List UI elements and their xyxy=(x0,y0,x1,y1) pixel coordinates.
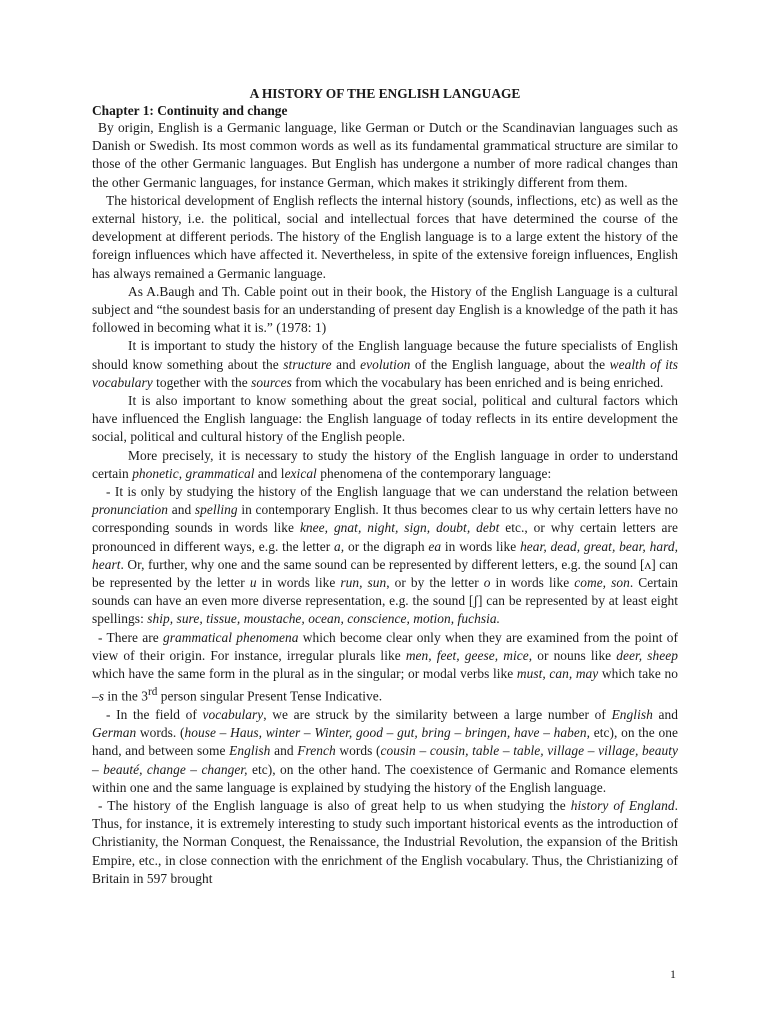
text-run: in words like xyxy=(441,538,521,554)
paragraph xyxy=(92,447,678,483)
italic-text: phonetic xyxy=(132,465,179,481)
text-run: . Thus, for instance, it is extremely interesting to study such important historical events as the introduction of Christianity, the Norman Conquest, the Renaissance, the Industrial Revolution, the expansion of the British Empire, etc., in close connection with the enrichment of the English vocabulary. Thus, the Christianizing of Britain in 597 brought xyxy=(92,797,678,886)
italic-text: u xyxy=(249,575,257,591)
italic-text: exical xyxy=(284,465,317,481)
text-run: It is important to study the history of the English language because the future specialists of English should know something about the xyxy=(92,338,678,372)
text-run: , or by the letter xyxy=(386,575,484,591)
italic-text: house – Haus, winter – Winter, good – gut, bring – bringen, have – haben, xyxy=(184,725,591,741)
text-run: . Certain sounds can have an even more diverse representation, e.g. the sound [ʃ] can be represented by at least eight spellings: xyxy=(92,575,679,627)
italic-text: must, can, may xyxy=(516,666,599,682)
text-run: which become clear only when they are examined from the point of view of their origin. For instance, irregular plurals like xyxy=(92,629,678,663)
italic-text: cousin – cousin, table – table, village – village, beauty – beauté, change – changer, xyxy=(92,743,678,777)
paragraph xyxy=(92,119,678,192)
paragraph xyxy=(92,192,678,283)
text-run: together with the xyxy=(152,374,252,390)
italic-text: ea xyxy=(428,538,442,554)
paragraph xyxy=(92,629,678,706)
italic-text: come, son xyxy=(574,575,630,591)
italic-text: grammatical xyxy=(185,465,255,481)
text-run: in contemporary English. It thus becomes clear to us why certain letters have no corresponding sounds in words like xyxy=(92,502,678,536)
italic-text: o xyxy=(483,575,491,591)
italic-text: grammatical phenomena xyxy=(163,629,299,645)
paragraph xyxy=(92,392,678,447)
text-run: . Or, further, why one and the same sound can be represented by different letters, e.g. the sound [ʌ] can be represented by the letter xyxy=(92,556,678,591)
paragraph xyxy=(92,706,678,797)
superscript-text: rd xyxy=(147,686,158,699)
italic-text: evolution xyxy=(360,356,411,372)
text-run: By origin, English is a Germanic language, like German or Dutch or the Scandinavian languages such as Danish or Swedish. Its most common words as well as its fundamental grammatical structure are similar to those of the other Germanic languages. But English has undergone a number of more radical changes than the other Germanic languages, for instance German, which makes it strikingly different from them. xyxy=(92,120,678,190)
text-run: which take no – xyxy=(92,666,678,704)
italic-text: s xyxy=(98,688,105,704)
text-run: and xyxy=(168,502,195,518)
paragraph xyxy=(92,283,678,338)
italic-text: knee, gnat, night, sign, doubt, debt xyxy=(299,520,500,536)
text-run: etc), on the one hand, and between some xyxy=(92,725,678,759)
italic-text: history of England xyxy=(570,797,675,813)
text-run: It is also important to know something about the great social, political and cultural factors which have influenced the English language: the English language of today reflects in its entire development the social, political and cultural history of the English people. xyxy=(92,393,678,445)
text-run: , we are struck by the similarity between a large number of xyxy=(263,706,612,722)
text-run: of the English language, about the xyxy=(410,356,610,372)
italic-text: run, sun xyxy=(340,575,387,591)
text-run: - It is only by studying the history of the English language that we can understand the relation between xyxy=(106,484,678,500)
italic-text: French xyxy=(297,743,336,759)
italic-text: German xyxy=(92,725,137,741)
text-run: etc), on the other hand. The coexistence of Germanic and Romance elements within one and the same language is explained by studying the history of the English language. xyxy=(92,761,678,795)
text-run: in the 3 xyxy=(104,688,148,704)
text-run: or the digraph xyxy=(344,538,429,554)
text-run: from which the vocabulary has been enriched and is being enriched. xyxy=(291,374,664,390)
text-run: in words like xyxy=(490,575,575,591)
paragraph xyxy=(92,483,678,629)
text-run: and xyxy=(331,356,361,372)
text-run: As A.Baugh and Th. Cable point out in their book, the History of the English Language is a cultural subject and “the soundest basis for an understanding of present day English is a knowledge of the path it has followed in becoming what it is.” (1978: 1) xyxy=(92,283,678,336)
italic-text: men, feet, geese, mice xyxy=(405,647,529,663)
italic-text: wealth of its vocabulary xyxy=(92,356,679,390)
italic-text: pronunciation xyxy=(92,502,169,518)
text-run: - The history of the English language is also of great help to us when studying the xyxy=(98,797,571,813)
text-run: in words like xyxy=(256,575,341,591)
text-run: , xyxy=(178,465,186,481)
chapter-heading: Chapter 1: Continuity and change xyxy=(92,103,288,118)
text-run: words. ( xyxy=(136,725,185,741)
italic-text: a, xyxy=(334,538,345,554)
text-run: words ( xyxy=(335,743,381,759)
italic-text: structure xyxy=(283,356,332,372)
page-number: 1 xyxy=(670,967,676,981)
text-run: , or nouns like xyxy=(528,647,617,663)
document-title: A HISTORY OF THE ENGLISH LANGUAGE xyxy=(249,86,521,101)
text-run: - There are xyxy=(98,629,164,645)
text-run: etc., or why certain letters are pronounced in different ways, e.g. the letter xyxy=(92,520,678,554)
italic-text: sources xyxy=(251,374,292,390)
italic-text: deer, sheep xyxy=(616,647,679,663)
italic-text: English xyxy=(611,706,653,722)
italic-text: hear, dead, great, bear, hard, heart xyxy=(92,538,678,572)
body-text xyxy=(92,119,678,888)
italic-text: vocabulary xyxy=(202,706,264,722)
text-run: phenomena of the contemporary language: xyxy=(316,465,552,481)
text-run: and xyxy=(652,706,678,722)
text-run: and xyxy=(270,743,298,759)
italic-text: ship, sure, tissue, moustache, ocean, conscience, motion, fuchsia. xyxy=(147,611,500,627)
text-run: - In the field of xyxy=(106,706,203,722)
text-run: The historical development of English reflects the internal history (sounds, inflections, etc) as well as the external history, i.e. the political, social and intellectual forces that have determined the course of the development at different periods. The history of the English language is to a large extent the history of the foreign influences which have affected it. Nevertheless, in spite of the extensive foreign influences, English has always remained a Germanic language. xyxy=(92,192,678,281)
italic-text: spelling xyxy=(194,502,238,518)
text-run: person singular Present Tense Indicative. xyxy=(157,688,383,704)
paragraph xyxy=(92,797,678,888)
text-run: and l xyxy=(254,465,285,481)
italic-text: English xyxy=(229,743,271,759)
text-run: which have the same form in the plural as in the singular; or modal verbs like xyxy=(92,666,517,682)
paragraph xyxy=(92,337,678,392)
text-run: More precisely, it is necessary to study the history of the English language in order to understand certain xyxy=(92,447,678,481)
